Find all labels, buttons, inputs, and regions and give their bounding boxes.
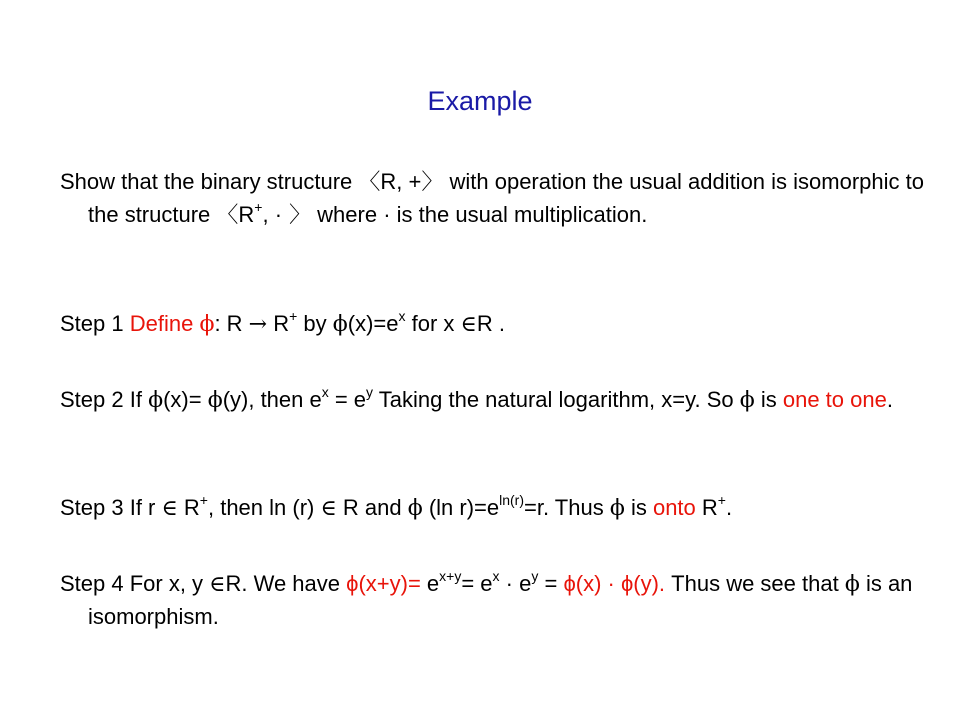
- highlight-text: Define: [129, 311, 200, 336]
- phi-symbol: ϕ: [148, 388, 164, 413]
- superscript: +: [254, 198, 263, 215]
- angle-bracket-open: 〈: [358, 170, 381, 195]
- step-text: is: [624, 495, 653, 520]
- intro-text: is the usual multiplication.: [390, 202, 648, 227]
- step-text: e: [420, 571, 440, 596]
- step-text: (x)=e: [347, 311, 399, 336]
- step-text: .: [886, 387, 893, 412]
- superscript: x: [321, 383, 329, 400]
- step-text: R .: [476, 311, 505, 336]
- step-text: Thus we see that: [665, 571, 845, 596]
- highlight-text: onto: [652, 495, 696, 520]
- intro-text: R: [238, 202, 255, 227]
- step-text: = e: [328, 387, 367, 412]
- step-text: =r. Thus: [524, 495, 610, 520]
- intro-text: R, +: [380, 169, 422, 194]
- step-text: =: [538, 571, 564, 596]
- step-label: Step 2 If: [60, 387, 149, 412]
- superscript: +: [199, 491, 208, 508]
- phi-symbol: ϕ: [332, 312, 348, 337]
- step-text: Taking the natural logarithm, x=y. So: [373, 387, 740, 412]
- intro-text: Show that the binary structure: [60, 169, 359, 194]
- superscript: +: [717, 491, 726, 508]
- superscript: +: [289, 307, 298, 324]
- phi-symbol: ϕ: [199, 312, 215, 337]
- step-1: [60, 308, 938, 341]
- highlight-text: ϕ(x+y)=: [346, 571, 421, 596]
- arrow-symbol: →: [248, 312, 268, 337]
- dot-operator: ·: [274, 202, 283, 227]
- intro-text: ,: [262, 202, 275, 227]
- element-of-symbol: ∈: [460, 312, 477, 337]
- element-of-symbol: ∈: [209, 572, 226, 597]
- step-4: [60, 568, 938, 633]
- step-text: (x)=: [163, 387, 208, 412]
- step-text: e: [519, 571, 532, 596]
- step-text: R and: [336, 495, 408, 520]
- phi-symbol: ϕ: [844, 572, 860, 597]
- step-text: = e: [461, 571, 493, 596]
- step-text: R: [267, 311, 290, 336]
- intro-text: with operation the usual addition is isomorphic to the structure: [88, 169, 924, 227]
- angle-bracket-open: 〈: [216, 203, 239, 228]
- phi-symbol: ϕ: [207, 388, 223, 413]
- superscript: x: [398, 307, 406, 324]
- phi-symbol: ϕ: [739, 388, 755, 413]
- superscript: ln(r): [499, 491, 525, 508]
- step-text: .: [725, 495, 733, 520]
- superscript: y: [366, 383, 374, 400]
- highlight-text: one to one: [782, 387, 887, 412]
- step-text: is: [754, 387, 783, 412]
- step-2: [60, 384, 938, 417]
- step-label: Step 1: [60, 311, 130, 336]
- superscript: x+y: [439, 567, 462, 584]
- phi-symbol: ϕ: [407, 496, 423, 521]
- superscript: x: [492, 567, 500, 584]
- step-text: (y), then e: [222, 387, 322, 412]
- phi-symbol: ϕ: [609, 496, 625, 521]
- angle-bracket-close: 〉: [421, 170, 444, 195]
- step-text: , then ln (r): [207, 495, 321, 520]
- dot-operator: ·: [383, 202, 391, 227]
- step-text: R. We have: [225, 571, 347, 596]
- step-text: : R: [214, 311, 249, 336]
- angle-bracket-close: 〉: [282, 203, 312, 228]
- step-text: by: [297, 311, 333, 336]
- intro-paragraph: [60, 166, 938, 232]
- slide-title: Example: [427, 86, 533, 116]
- step-text: (ln r)=e: [422, 495, 500, 520]
- step-text: R: [177, 495, 200, 520]
- highlight-text: ϕ(x) · ϕ(y).: [563, 571, 666, 596]
- dot-operator: ·: [499, 571, 520, 596]
- element-of-symbol: ∈: [161, 496, 178, 521]
- element-of-symbol: ∈: [320, 496, 337, 521]
- step-text: is an isomorphism.: [88, 571, 913, 629]
- superscript: y: [531, 567, 539, 584]
- step-label: Step 4 For x, y: [60, 571, 210, 596]
- intro-text: where: [311, 202, 384, 227]
- step-text: for x: [405, 311, 461, 336]
- step-text: R: [695, 495, 718, 520]
- step-3: [60, 492, 938, 525]
- step-label: Step 3 If r: [60, 495, 162, 520]
